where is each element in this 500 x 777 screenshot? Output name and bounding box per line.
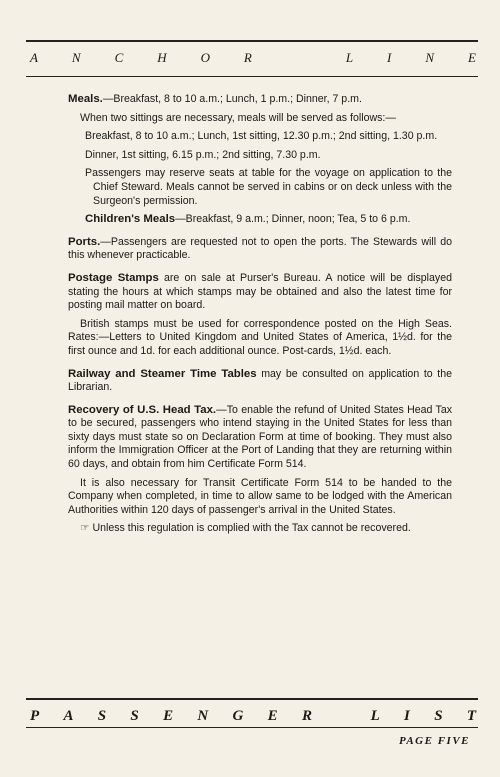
ports-text: —Passengers are requested not to open the ports. The Stewards will do this whenever practicable. <box>68 235 452 262</box>
british-stamps: British stamps must be used for correspondence posted on the High Seas. Rates:—Letters to United Kingdom and United States of America, 1½d. for the first ounce and 1d. for each additional ounce. Post-cards, 1½d. each. <box>68 317 452 357</box>
footer-letter: A <box>63 708 74 724</box>
sittings-dinner: Dinner, 1st sitting, 6.15 p.m.; 2nd sitting, 7.30 p.m. <box>85 148 321 161</box>
header-letter: L <box>345 50 354 65</box>
footer-rule <box>26 698 478 700</box>
footer-letter: L <box>370 708 380 724</box>
header-letter: E <box>467 50 476 65</box>
children-meals <box>68 213 452 227</box>
meals-text: —Breakfast, 8 to 10 a.m.; Lunch, 1 p.m.; Dinner, 7 p.m. <box>102 93 362 105</box>
footer-under-rule <box>26 727 478 728</box>
page-number: PAGE FIVE <box>398 735 470 747</box>
header-letter: N <box>425 50 434 65</box>
sittings-intro: When two sittings are necessary, meals will be served as follows:— <box>80 111 396 124</box>
ports-paragraph <box>68 236 452 263</box>
transit-certificate: It is also necessary for Transit Certificate Form 514 to be handed to the Company when completed, in time to allow same to be lodged with the American Authorities within 120 days of passenger's arrival in the United States. <box>68 476 452 516</box>
header-letter: I <box>387 50 392 65</box>
running-footer <box>30 708 476 725</box>
header-letter: H <box>157 50 167 65</box>
headtax-paragraph <box>68 404 452 472</box>
postage-text: are on sale at Purser's Bureau. A notice will be displayed stating the hours at which stamps may be obtained and also the latest time for posting mail matter on board. <box>68 271 452 312</box>
railway-paragraph <box>68 368 452 395</box>
meals-heading: Meals. <box>68 93 103 105</box>
children-meals-text: —Breakfast, 9 a.m.; Dinner, noon; Tea, 5 to 6 p.m. <box>175 213 411 226</box>
footer-letter: S <box>97 708 107 724</box>
reserve-seats: Passengers may reserve seats at table for the voyage on application to the Chief Steward. Meals cannot be served in cabins or on deck unless with the Surgeon's permission. <box>85 167 452 207</box>
footer-letter: P <box>30 708 40 724</box>
tax-warning: ☞ Unless this regulation is complied with the Tax cannot be recovered. <box>80 522 411 535</box>
header-letter: N <box>71 50 81 65</box>
headtax-heading: Recovery of U.S. Head Tax. <box>68 403 217 416</box>
footer-letter: T <box>466 708 476 724</box>
footer-letter: S <box>434 708 443 724</box>
footer-letter: S <box>130 708 139 724</box>
header-under-rule <box>26 76 478 77</box>
footer-letter: E <box>267 708 278 724</box>
railway-text: may be consulted on application to the Librarian. <box>68 367 452 394</box>
header-word-gap <box>286 50 312 66</box>
ports-heading: Ports. <box>68 235 101 248</box>
postage-paragraph <box>68 272 452 313</box>
header-letter: C <box>114 50 124 65</box>
footer-letter: R <box>301 708 312 724</box>
railway-heading: Railway and Steamer Time Tables <box>68 367 257 380</box>
footer-letter: I <box>404 708 410 724</box>
postage-heading: Postage Stamps <box>68 271 159 284</box>
header-letter: A <box>30 50 38 65</box>
headtax-text: —To enable the refund of United States Head Tax to be secured, passengers who intend staying in the United States for less than sixty days must state so on Declaration Form at time of booking. They must also inform the Immigration Officer at the Port of Landing that they are returning within 60 days, and obtain from him Certificate Form 514. <box>68 403 453 471</box>
meals-paragraph <box>68 93 452 107</box>
footer-letter: E <box>163 708 174 724</box>
running-header <box>30 50 476 66</box>
top-rule <box>26 40 478 42</box>
footer-letter: G <box>232 708 244 724</box>
header-letter: O <box>200 50 210 65</box>
footer-word-gap <box>336 708 346 725</box>
children-meals-heading: Children's Meals <box>85 213 176 226</box>
sittings-breakfast-lunch: Breakfast, 8 to 10 a.m.; Lunch, 1st sitting, 12.30 p.m.; 2nd sitting, 1.30 p.m. <box>85 130 438 143</box>
body-text <box>68 93 452 541</box>
footer-letter: N <box>197 708 209 724</box>
header-letter: R <box>243 50 252 65</box>
